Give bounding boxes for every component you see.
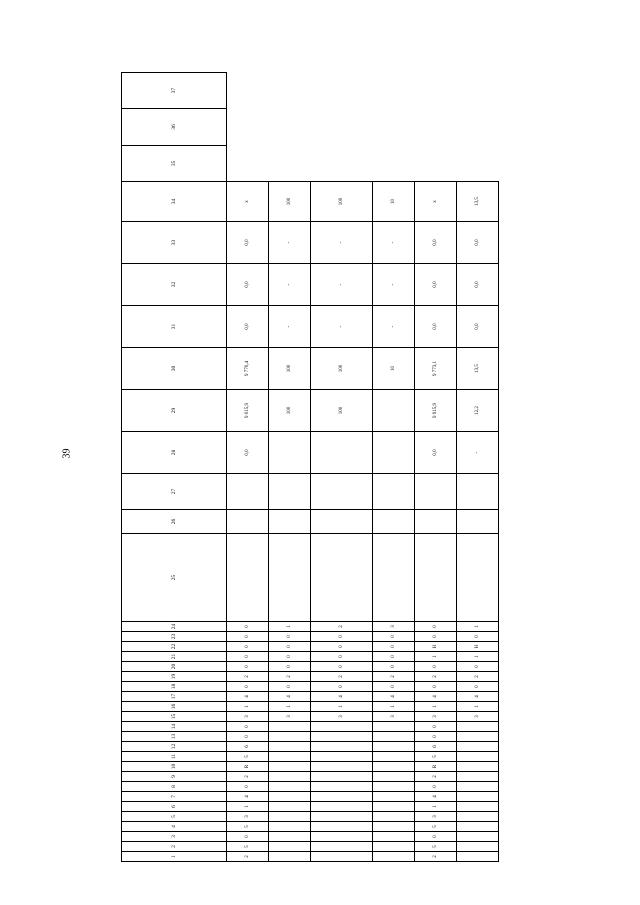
unit-cell xyxy=(457,510,499,534)
column-index-cell: 31 xyxy=(122,306,227,348)
code-cell: 1 xyxy=(269,622,311,632)
code-cell: 1 xyxy=(227,702,269,712)
code-cell: 1 xyxy=(311,702,373,712)
year-value-cell: 12,2 xyxy=(457,390,499,432)
code-cell: 1 xyxy=(415,702,457,712)
code-cell: 2 xyxy=(269,672,311,682)
code-cell: 3 xyxy=(457,712,499,722)
code-cell xyxy=(269,722,311,732)
code-cell xyxy=(457,802,499,812)
code-cell: 6 xyxy=(227,742,269,752)
code-cell: 3 xyxy=(373,712,415,722)
code-cell: 4 xyxy=(415,792,457,802)
unit-cell xyxy=(311,510,373,534)
year-value-cell xyxy=(269,432,311,474)
unit-cell xyxy=(269,510,311,534)
column-index-cell: 7 xyxy=(122,792,227,802)
column-index-cell: 2 xyxy=(122,842,227,852)
code-cell: 0 xyxy=(373,652,415,662)
code-cell: 4 xyxy=(269,692,311,702)
table-row xyxy=(373,73,415,862)
code-cell: 5 xyxy=(227,842,269,852)
code-cell: 2 xyxy=(227,672,269,682)
code-cell xyxy=(373,772,415,782)
indicator-cell xyxy=(311,534,373,622)
year-value-cell: - xyxy=(311,264,373,306)
year-value-cell: - xyxy=(373,222,415,264)
code-cell xyxy=(457,722,499,732)
code-cell xyxy=(457,832,499,842)
code-cell xyxy=(373,822,415,832)
code-cell: R xyxy=(415,762,457,772)
total-value-cell: 13,5 xyxy=(457,182,499,222)
column-index-cell: 16 xyxy=(122,702,227,712)
year-value-cell: 0,0 xyxy=(227,264,269,306)
code-cell xyxy=(269,772,311,782)
column-index-cell: 5 xyxy=(122,812,227,822)
year-value-cell: 13,5 xyxy=(457,348,499,390)
code-cell xyxy=(373,852,415,862)
code-cell xyxy=(457,822,499,832)
code-cell: 0 xyxy=(227,722,269,732)
year-value-cell: 0,0 xyxy=(227,222,269,264)
code-cell: 0 xyxy=(311,632,373,642)
year-value-cell: 100 xyxy=(311,348,373,390)
code-cell xyxy=(373,812,415,822)
code-cell xyxy=(269,792,311,802)
code-cell: 0 xyxy=(415,622,457,632)
code-cell xyxy=(269,762,311,772)
code-cell: 1 xyxy=(269,702,311,712)
code-cell xyxy=(457,812,499,822)
base-cell xyxy=(227,474,269,510)
rotated-page-content xyxy=(121,72,499,862)
code-cell: 2 xyxy=(227,772,269,782)
code-cell: 0 xyxy=(269,652,311,662)
code-cell: 6 xyxy=(415,742,457,752)
column-index-cell: 17 xyxy=(122,692,227,702)
code-cell: 2 xyxy=(311,672,373,682)
code-cell xyxy=(269,852,311,862)
code-cell xyxy=(311,722,373,732)
code-cell: 0 xyxy=(457,682,499,692)
code-cell: 5 xyxy=(227,752,269,762)
code-cell: 4 xyxy=(311,692,373,702)
code-cell: 5 xyxy=(415,842,457,852)
year-value-cell: 0,0 xyxy=(457,222,499,264)
year-value-cell: - xyxy=(311,222,373,264)
code-cell: 0 xyxy=(311,652,373,662)
code-cell: 0 xyxy=(415,662,457,672)
column-index-cell: 4 xyxy=(122,822,227,832)
column-index-cell: 11 xyxy=(122,752,227,762)
code-cell: 0 xyxy=(373,642,415,652)
total-value-cell: 100 xyxy=(311,182,373,222)
year-value-cell: 9 770,4 xyxy=(227,348,269,390)
code-cell: 0 xyxy=(269,642,311,652)
code-cell: 0 xyxy=(415,732,457,742)
code-cell xyxy=(269,832,311,842)
column-index-cell: 19 xyxy=(122,672,227,682)
code-cell: 1 xyxy=(457,702,499,712)
year-value-cell: 9 773,1 xyxy=(415,348,457,390)
column-index-cell: 26 xyxy=(122,510,227,534)
code-cell xyxy=(373,832,415,842)
code-cell: 0 xyxy=(457,632,499,642)
year-value-cell: 100 xyxy=(269,348,311,390)
code-cell: 3 xyxy=(415,812,457,822)
base-cell xyxy=(269,474,311,510)
column-index-cell: 29 xyxy=(122,390,227,432)
code-cell xyxy=(373,732,415,742)
column-index-cell: 30 xyxy=(122,348,227,390)
code-cell xyxy=(311,792,373,802)
code-cell: 1 xyxy=(457,652,499,662)
column-index-cell: 13 xyxy=(122,732,227,742)
code-cell: 0 xyxy=(415,782,457,792)
unit-cell xyxy=(227,510,269,534)
code-cell: 4 xyxy=(227,692,269,702)
code-cell xyxy=(457,772,499,782)
code-cell: 1 xyxy=(415,802,457,812)
code-cell xyxy=(311,842,373,852)
code-cell: Н xyxy=(415,642,457,652)
code-cell: 1 xyxy=(415,652,457,662)
indicator-cell xyxy=(457,534,499,622)
code-cell xyxy=(311,852,373,862)
code-cell xyxy=(373,752,415,762)
year-value-cell xyxy=(373,390,415,432)
indicator-cell xyxy=(269,534,311,622)
code-cell: 0 xyxy=(311,662,373,672)
code-cell: 0 xyxy=(227,832,269,842)
column-index-cell: 21 xyxy=(122,652,227,662)
code-cell xyxy=(457,732,499,742)
base-cell xyxy=(457,474,499,510)
code-cell: 2 xyxy=(415,852,457,862)
code-cell: 0 xyxy=(227,682,269,692)
code-cell: 4 xyxy=(415,692,457,702)
code-cell: 0 xyxy=(311,642,373,652)
code-cell xyxy=(269,802,311,812)
column-index-cell: 1 xyxy=(122,852,227,862)
code-cell: 0 xyxy=(415,682,457,692)
code-cell: 0 xyxy=(457,662,499,672)
column-index-cell: 37 xyxy=(122,73,227,109)
code-cell xyxy=(457,852,499,862)
column-index-cell: 8 xyxy=(122,782,227,792)
code-cell xyxy=(457,792,499,802)
code-cell: 5 xyxy=(415,822,457,832)
column-index-cell: 9 xyxy=(122,772,227,782)
code-cell: 2 xyxy=(311,622,373,632)
code-cell: 1 xyxy=(373,702,415,712)
code-cell: 0 xyxy=(415,722,457,732)
year-value-cell xyxy=(373,432,415,474)
year-value-cell: 0,0 xyxy=(415,432,457,474)
column-index-cell: 12 xyxy=(122,742,227,752)
code-cell: 3 xyxy=(269,712,311,722)
code-cell xyxy=(457,752,499,762)
year-value-cell: 0,0 xyxy=(415,306,457,348)
code-cell xyxy=(311,752,373,762)
code-cell: 0 xyxy=(269,682,311,692)
year-value-cell: - xyxy=(269,222,311,264)
code-cell xyxy=(457,762,499,772)
column-index-cell: 33 xyxy=(122,222,227,264)
code-cell: R xyxy=(227,762,269,772)
code-cell xyxy=(457,842,499,852)
total-value-cell: x xyxy=(415,182,457,222)
code-cell: Н xyxy=(457,642,499,652)
code-cell: 0 xyxy=(373,682,415,692)
column-index-cell: 25 xyxy=(122,534,227,622)
code-cell xyxy=(373,802,415,812)
code-cell: 2 xyxy=(373,672,415,682)
code-cell xyxy=(311,832,373,842)
code-cell: 0 xyxy=(311,682,373,692)
table-row xyxy=(415,73,457,862)
code-cell xyxy=(373,792,415,802)
code-cell: 3 xyxy=(227,712,269,722)
year-value-cell: - xyxy=(457,432,499,474)
code-cell xyxy=(373,762,415,772)
code-cell: 0 xyxy=(415,632,457,642)
year-value-cell: 0,0 xyxy=(415,222,457,264)
year-value-cell: 9 015,9 xyxy=(227,390,269,432)
code-cell xyxy=(373,842,415,852)
code-cell: 0 xyxy=(227,732,269,742)
code-cell: 0 xyxy=(227,642,269,652)
code-cell: 0 xyxy=(269,632,311,642)
code-cell xyxy=(373,742,415,752)
code-cell: 0 xyxy=(373,632,415,642)
code-cell: 0 xyxy=(269,662,311,672)
code-cell xyxy=(373,722,415,732)
code-cell: 4 xyxy=(227,792,269,802)
code-cell: 0 xyxy=(227,632,269,642)
code-cell: 3 xyxy=(373,622,415,632)
total-value-cell: 100 xyxy=(269,182,311,222)
code-cell xyxy=(311,762,373,772)
year-value-cell: 100 xyxy=(269,390,311,432)
table-row xyxy=(457,73,499,862)
code-cell xyxy=(311,812,373,822)
column-index-cell: 14 xyxy=(122,722,227,732)
year-value-cell: 0,0 xyxy=(415,264,457,306)
year-value-cell: - xyxy=(373,264,415,306)
year-value-cell xyxy=(311,432,373,474)
code-cell: 2 xyxy=(457,672,499,682)
indicator-cell xyxy=(373,534,415,622)
year-value-cell: 0,0 xyxy=(227,432,269,474)
base-cell xyxy=(373,474,415,510)
column-index-cell: 28 xyxy=(122,432,227,474)
table-row xyxy=(227,73,269,862)
code-cell: 2 xyxy=(415,672,457,682)
code-cell: 3 xyxy=(227,812,269,822)
year-value-cell: - xyxy=(373,306,415,348)
table-row xyxy=(269,73,311,862)
year-value-cell: 0,0 xyxy=(227,306,269,348)
code-cell xyxy=(269,812,311,822)
page-number: 39 xyxy=(61,448,73,459)
unit-cell xyxy=(373,510,415,534)
column-index-cell: 32 xyxy=(122,264,227,306)
code-cell: 2 xyxy=(415,772,457,782)
code-cell: 4 xyxy=(373,692,415,702)
code-cell xyxy=(269,822,311,832)
code-cell: 1 xyxy=(457,622,499,632)
code-cell: 0 xyxy=(415,832,457,842)
year-value-cell: 9 915,9 xyxy=(415,390,457,432)
code-cell: 2 xyxy=(227,852,269,862)
total-value-cell: 10 xyxy=(373,182,415,222)
column-index-cell: 36 xyxy=(122,109,227,145)
column-index-cell: 24 xyxy=(122,622,227,632)
year-value-cell: 10 xyxy=(373,348,415,390)
column-index-cell: 15 xyxy=(122,712,227,722)
column-index-cell: 34 xyxy=(122,182,227,222)
code-cell xyxy=(457,782,499,792)
code-cell xyxy=(311,772,373,782)
program-table xyxy=(121,72,499,862)
indicator-cell xyxy=(227,534,269,622)
column-index-cell: 6 xyxy=(122,802,227,812)
year-value-cell: - xyxy=(311,306,373,348)
table-body xyxy=(122,73,499,862)
column-index-cell: 35 xyxy=(122,145,227,181)
column-index-cell: 22 xyxy=(122,642,227,652)
base-cell xyxy=(311,474,373,510)
code-cell: 5 xyxy=(227,822,269,832)
code-cell xyxy=(373,782,415,792)
column-index-cell: 10 xyxy=(122,762,227,772)
code-cell: 3 xyxy=(311,712,373,722)
year-value-cell: 100 xyxy=(311,390,373,432)
code-cell: 0 xyxy=(227,782,269,792)
column-index-cell: 18 xyxy=(122,682,227,692)
unit-cell xyxy=(415,510,457,534)
year-value-cell: - xyxy=(269,264,311,306)
code-cell xyxy=(311,732,373,742)
code-cell xyxy=(269,752,311,762)
code-cell xyxy=(269,742,311,752)
index-row xyxy=(122,73,227,862)
code-cell: 1 xyxy=(227,802,269,812)
code-cell: 0 xyxy=(227,662,269,672)
code-cell: 0 xyxy=(227,652,269,662)
code-cell xyxy=(269,842,311,852)
code-cell xyxy=(269,732,311,742)
column-index-cell: 27 xyxy=(122,474,227,510)
column-index-cell: 20 xyxy=(122,662,227,672)
total-value-cell: x xyxy=(227,182,269,222)
indicator-cell xyxy=(415,534,457,622)
code-cell xyxy=(457,742,499,752)
column-index-cell: 23 xyxy=(122,632,227,642)
year-value-cell: 0,0 xyxy=(457,306,499,348)
code-cell: 5 xyxy=(415,752,457,762)
code-cell xyxy=(311,742,373,752)
code-cell: 3 xyxy=(415,712,457,722)
year-value-cell: - xyxy=(269,306,311,348)
code-cell xyxy=(311,802,373,812)
column-index-cell: 3 xyxy=(122,832,227,842)
code-cell xyxy=(311,782,373,792)
base-cell xyxy=(415,474,457,510)
code-cell: 0 xyxy=(227,622,269,632)
code-cell: 0 xyxy=(373,662,415,672)
code-cell xyxy=(269,782,311,792)
table-row xyxy=(311,73,373,862)
code-cell xyxy=(311,822,373,832)
year-value-cell: 0,0 xyxy=(457,264,499,306)
code-cell: 4 xyxy=(457,692,499,702)
